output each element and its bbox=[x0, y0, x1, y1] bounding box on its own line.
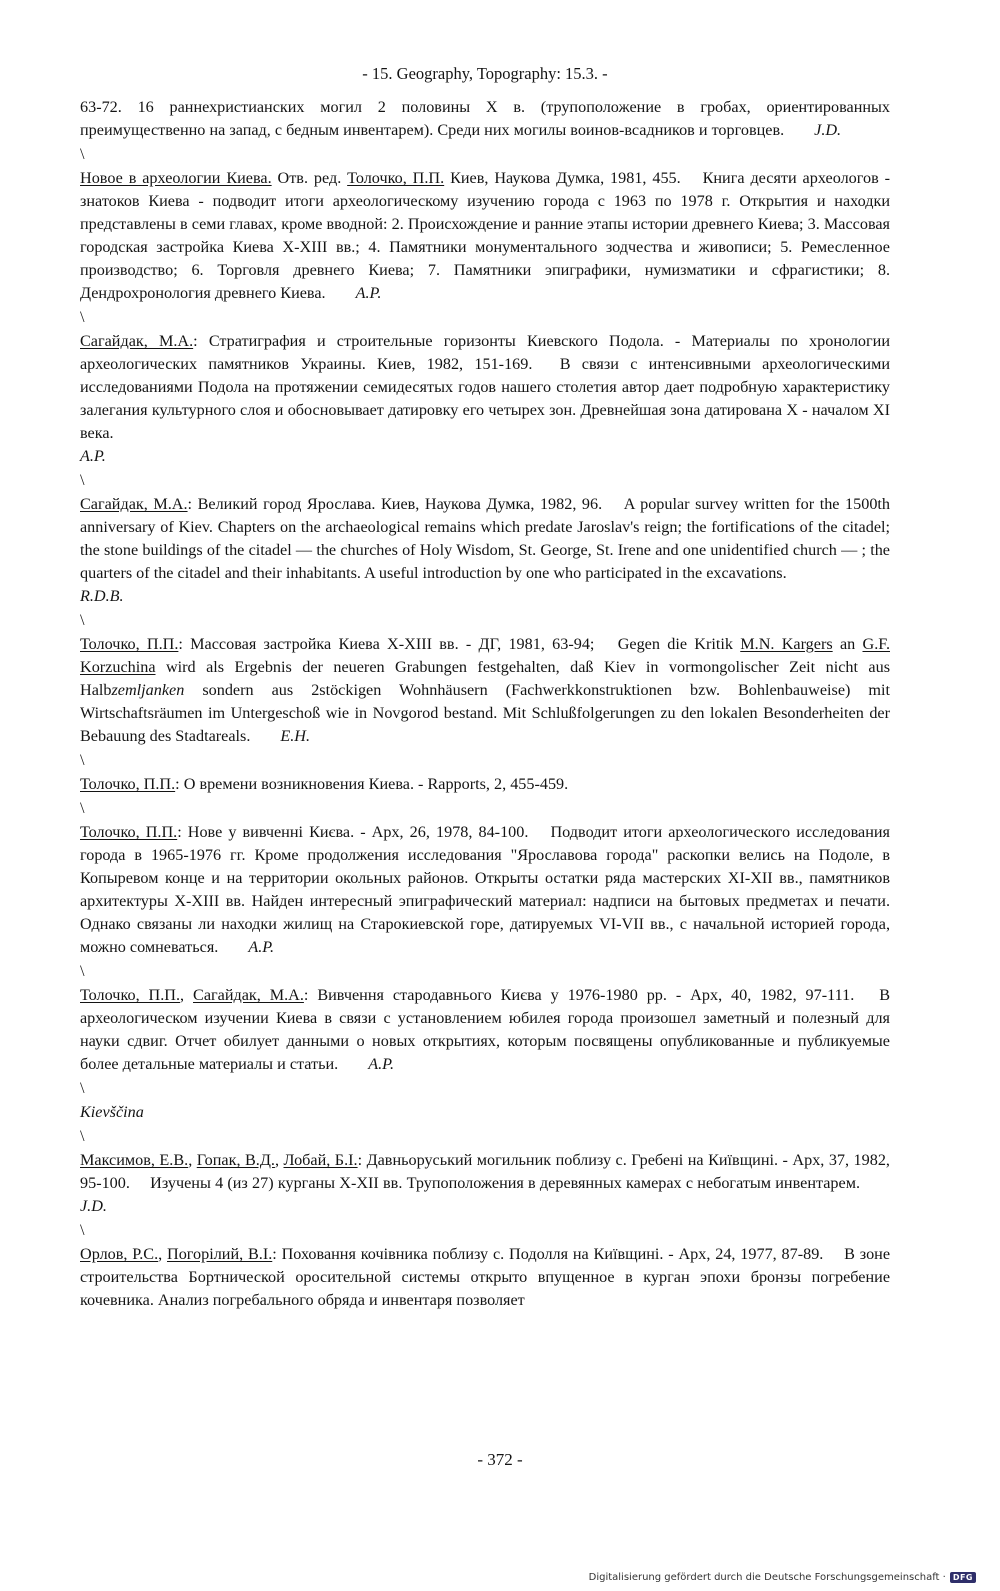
bibliography-entry bbox=[80, 633, 890, 748]
entry-separator: \ bbox=[80, 471, 85, 489]
entry-imprint: Киев, Наукова Думка, 1981, 455. bbox=[450, 169, 681, 187]
digitization-credit bbox=[589, 1572, 976, 1583]
author-name: Сагайдак, М.А. bbox=[193, 986, 304, 1004]
entry-abstract: В зоне строительства Бортнической оросительной системы открыто впущенное в курган эпохи бронзы погребение кочевника. Анализ погребального обряда и инвентаря позволяет bbox=[80, 1245, 891, 1309]
author-name: Гопак, В.Д. bbox=[196, 1151, 275, 1169]
entry-separator: \ bbox=[80, 799, 85, 817]
bibliography-entry bbox=[80, 493, 890, 608]
author-name: Орлов, Р.С. bbox=[80, 1245, 159, 1263]
author-name: Погорілий, В.І. bbox=[167, 1245, 273, 1263]
entry-title: Новое в археологии Киева. bbox=[80, 169, 272, 187]
entry-citation: : Стратиграфия и строительные горизонты Киевского Подола. - Материалы по хронологии археологических памятников Украины. Киев, 1982, 151-169. bbox=[80, 332, 890, 373]
author-name: Сагайдак, М.А. bbox=[80, 495, 188, 513]
reviewer-initials: A.P. bbox=[80, 447, 106, 465]
author-name: Максимов, Е.В. bbox=[80, 1151, 189, 1169]
bibliography-entry: Толочко, П.П., Сагайдак, М.А.: Вивчення стародавнього Києва у 1976-1980 рр. - Арх, 40, 1982, 97-111. В археологическом изучении Киева в связи с установлением юбилея города произошел заметный и полезный для науки сдвиг. Отчет обилует данными о новых открытиях, которым посвящены опубликованные и публикуемые более детальные материалы и статьи. A.P. bbox=[80, 986, 890, 1073]
section-heading: Kievščina bbox=[80, 1103, 144, 1121]
person-name: G.F. Korzuchina bbox=[80, 635, 890, 676]
page-number: - 372 - bbox=[477, 1450, 523, 1469]
person-name: M.N. Kargers bbox=[740, 635, 833, 653]
abstract-part: an bbox=[839, 635, 856, 653]
bibliography-entry bbox=[80, 330, 890, 468]
reviewer-initials: R.D.B. bbox=[80, 587, 124, 605]
editor-name: Толочко, П.П. bbox=[347, 169, 445, 187]
author-name: Толочко, П.П. bbox=[80, 775, 176, 793]
bibliography-entry bbox=[80, 821, 890, 959]
entry-separator: \ bbox=[80, 145, 85, 163]
italic-term: zemljanken bbox=[111, 681, 185, 699]
entry-abstract: A popular survey written for the 1500th anniversary of Kiev. Chapters on the archaeological remains which predate Jaroslav's reign; the fortifications of the citadel; the stone buildings of the citadel — the churches of Holy Wisdom, St. George, St. Irene and one unidentified church — ; the quarters of the citadel and their inhabitants. A useful introduction by one who participated in the excavations. bbox=[80, 495, 891, 582]
bibliography-entry: Орлов, Р.С., Погорілий, В.І.: Поховання кочівника поблизу с. Подолля на Київщині. - Арх, 24, 1977, 87-89. В зоне строительства Бортнической оросительной системы открыто впущенное в курган эпохи бронзы погребение кочевника. Анализ погребального обряда и инвентаря позволяет bbox=[80, 1245, 891, 1309]
entry-citation: : Поховання кочівника поблизу с. Подолля на Київщині. - Арх, 24, 1977, 87-89. bbox=[272, 1245, 824, 1263]
entry-abstract: Книга десяти археологов - знатоков Киева - подводит итоги археологическому изучению города с 1963 по 1978 г. Открытия и находки представлены в семи главах, кроме вводной: 2. Происхождение и ранние этапы истории древнего Киева; 3. Массовая городская застройка Киева X-XIII вв.; 4. Памятники монументального зодчества и живописи; 5. Ремесленное производство; 6. Торговля древнего Киева; 7. Памятники эпиграфики, нумизматики и сфрагистики; 8. Дендрохронология древнего Киева. bbox=[80, 169, 891, 302]
reviewer-initials: E.H. bbox=[280, 727, 311, 745]
reviewer-initials: J.D. bbox=[814, 121, 842, 139]
reviewer-initials: A.P. bbox=[355, 284, 382, 302]
bibliography-entry bbox=[80, 96, 890, 142]
reviewer-initials: A.P. bbox=[248, 938, 275, 956]
entry-abstract: В связи с интенсивными археологическими исследованиями Подола на протяжении семидесятых годов нашего столетия автор дает подробную характеристику залегания культурного слоя и обосновывает датировку его четырех зон. Древнейшая зона датирована X - началом XI века. bbox=[80, 355, 891, 442]
entry-separator: \ bbox=[80, 1127, 85, 1145]
author-name: Толочко, П.П. bbox=[80, 986, 181, 1004]
entry-separator: \ bbox=[80, 611, 85, 629]
abstract-part: wird als Ergebnis der neueren Grabungen festgehalten, daß Kiev in vormongolischer Zeit nicht aus Halb bbox=[80, 658, 891, 699]
entry-citation: : Массовая застройка Киева X-XIII вв. - ДГ, 1981, 63-94; bbox=[178, 635, 595, 653]
entry-citation: : Давньоруський могильник поблизу с. Гребені на Київщині. - Арх, 37, 1982, 95-100. bbox=[80, 1151, 890, 1192]
entry-citation: : О времени возникновения Киева. - Rapports, 2, 455-459. bbox=[175, 775, 569, 793]
credit-text: Digitalisierung gefördert durch die Deutsche Forschungsgemeinschaft · bbox=[588, 1572, 946, 1583]
reviewer-initials: A.P. bbox=[368, 1055, 394, 1073]
abstract-part: Gegen die Kritik bbox=[617, 635, 733, 653]
author-name: Толочко, П.П. bbox=[80, 823, 178, 841]
entry-citation: : Великий город Ярослава. Киев, Наукова Думка, 1982, 96. bbox=[187, 495, 603, 513]
entry-separator: \ bbox=[80, 1221, 85, 1239]
entry-citation: : Нове у вивченні Києва. - Арх, 26, 1978, 84-100. bbox=[177, 823, 529, 841]
editor-label: Отв. ред. bbox=[277, 169, 342, 187]
entry-separator: \ bbox=[80, 1079, 85, 1097]
author-name: Сагайдак, М.А. bbox=[80, 332, 194, 350]
author-name: Лобай, Б.І. bbox=[283, 1151, 358, 1169]
author-name: Толочко, П.П. bbox=[80, 635, 179, 653]
entry-citation: : Вивчення стародавнього Києва у 1976-1980 рр. - Арх, 40, 1982, 97-111. bbox=[303, 986, 855, 1004]
abstract-part: sondern aus 2stöckigen Wohnhäusern (Fachwerkkonstruktionen bzw. Bohlenbauweise) mit Wirtschaftsräumen im Untergeschoß wie in Novgorod bestand. Mit Schlußfolgerungen zu den lokalen Besonderheiten der Bebauung des Stadtareals. bbox=[80, 681, 890, 745]
document-page bbox=[80, 62, 890, 1312]
running-title: - 15. Geography, Topography: 15.3. - bbox=[362, 64, 608, 83]
bibliography-entry: Максимов, Е.В., Гопак, В.Д., Лобай, Б.І.: Давньоруський могильник поблизу с. Гребені на Київщині. - Арх, 37, 1982, 95-100. Изучены 4 (из 27) курганы X-XII вв. Трупоположения в деревянных камерах с небогатым инвентарем.J.D. bbox=[80, 1151, 890, 1215]
bibliography-entry bbox=[80, 167, 890, 305]
dfg-logo-icon: DFG bbox=[950, 1572, 976, 1583]
entry-text: 63-72. 16 раннехристианских могил 2 половины X в. (трупоположение в гробах, ориентированных преимущественно на запад, с бедным инвентарем). Среди них могилы воинов-всадников и торговцев. bbox=[80, 98, 890, 139]
entry-abstract: Изучены 4 (из 27) курганы X-XII вв. Трупоположения в деревянных камерах с небогатым инвентарем. bbox=[150, 1174, 861, 1192]
entry-separator: \ bbox=[80, 308, 85, 326]
entry-separator: \ bbox=[80, 751, 85, 769]
entry-abstract: Подводит итоги археологического исследования города в 1965-1976 гг. Кроме продолжения исследования "Ярославова города" раскопки велись на Подоле, в Копыревом конце и на территории окольных районов. Открыты остатки ряда мастерских XI-XII вв., памятников архитектуры X-XIII вв. Найден интересный эпиграфический материал: надписи на бытовых предметах и печати. Однако связаны ли находки жилищ на Старокиевской горе, датируемых VI-VII вв., с начальной историей города, можно сомневаться. bbox=[80, 823, 890, 956]
entry-abstract: В археологическом изучении Киева в связи с установлением юбилея города произошел заметный и полезный для науки сдвиг. Отчет обилует данными о новых открытиях, которым посвящены опубликованные и публикуемые более детальные материалы и статьи. bbox=[80, 986, 890, 1073]
entry-separator: \ bbox=[80, 962, 85, 980]
reviewer-initials: J.D. bbox=[80, 1197, 107, 1215]
bibliography-entry bbox=[80, 773, 890, 796]
